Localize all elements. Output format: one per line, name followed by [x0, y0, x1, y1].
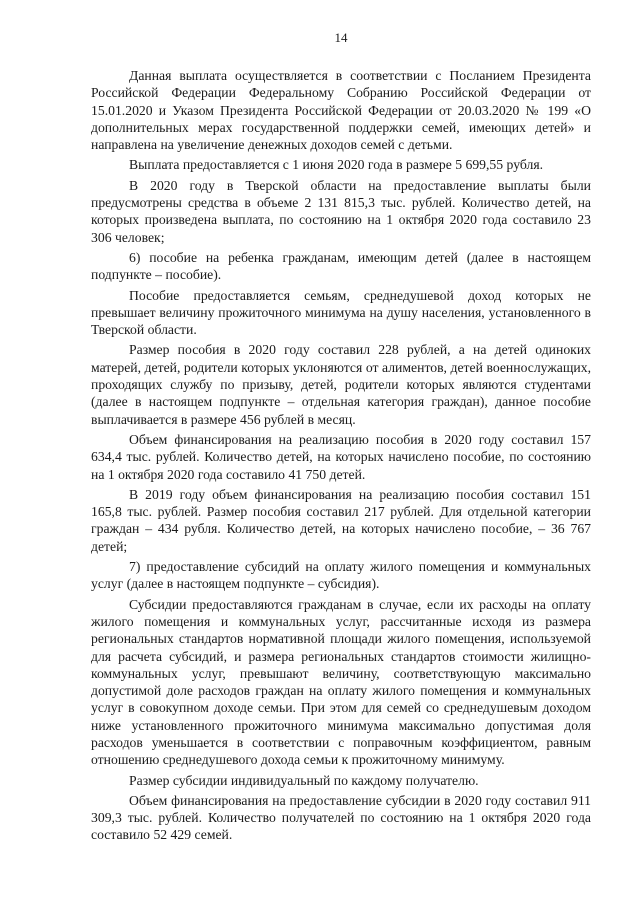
paragraph-11: Размер субсидии индивидуальный по каждому получателю.	[129, 772, 479, 788]
paragraph-3: В 2020 году в Тверской области на предоставление выплаты были предусмотрены средства в объеме 2 131 815,3 тыс. рублей. Количество детей, на которых произведена выплата, по состоянию на 1 октября 2020 года составило 23 306 человек;	[91, 177, 591, 245]
paragraph-10: Субсидии предоставляются гражданам в случае, если их расходы на оплату жилого помещения и коммунальных услуг, рассчитанные исходя из размера региональных стандартов нормативной площади жилого помещения, используемой для расчета субсидий, и размера региональных стандартов стоимости жилищно-коммунальных услуг, превышают величину, соответствующую максимально допустимой доле расходов граждан на оплату жилого помещения и коммунальных услуг в совокупном доходе семьи. При этом для семей со среднедушевым доходом ниже установленного прожиточного минимума максимально допустимая доля расходов уменьшается в соответствии с поправочным коэффициентом, равным отношению среднедушевого дохода семьи к прожиточному минимуму.	[91, 596, 591, 768]
paragraph-2: Выплата предоставляется с 1 июня 2020 года в размере 5 699,55 рубля.	[129, 157, 544, 173]
paragraph-4: 6) пособие на ребенка гражданам, имеющим детей (далее в настоящем подпункте – пособие).	[91, 249, 591, 283]
paragraph-9: 7) предоставление субсидий на оплату жилого помещения и коммунальных услуг (далее в настоящем подпункте – субсидия).	[91, 559, 591, 592]
paragraph-8: В 2019 году объем финансирования на реализацию пособия составил 151 165,8 тыс. рублей. Размер пособия составил 217 рублей. Для отдельной категории граждан – 434 рубля. Количество детей, на которых начислено пособие, – 36 767 детей;	[91, 486, 591, 554]
document-page	[91, 0, 591, 905]
paragraph-5: Пособие предоставляется семьям, среднедушевой доход которых не превышает величину прожиточного минимума на душу населения, установленного в Тверской области.	[91, 287, 591, 338]
paragraph-6: Размер пособия в 2020 году составил 228 рублей, а на детей одиноких матерей, детей, родители которых уклоняются от алиментов, детей военнослужащих, проходящих службу по призыву, детей, родители которых являются студентами (далее в настоящем подпункте – отдельная категория граждан), данное пособие выплачивается в размере 456 рублей в месяц.	[91, 342, 591, 427]
document-body	[91, 67, 591, 844]
paragraph-7: Объем финансирования на реализацию пособия в 2020 году составил 157 634,4 тыс. рублей. Количество детей, на которых начислено пособие, по состоянию на 1 октября 2020 года составило 41 750 детей.	[91, 431, 591, 482]
page-number: 14	[334, 30, 348, 45]
paragraph-12: Объем финансирования на предоставление субсидии в 2020 году составил 911 309,3 тыс. рублей. Количество получателей по состоянию на 1 октября 2020 года составило 52 429 семей.	[91, 792, 591, 843]
paragraph-1: Данная выплата осуществляется в соответствии с Посланием Президента Российской Федерации Федеральному Собранию Российской Федерации от 15.01.2020 и Указом Президента Российской Федерации от 20.03.2020 № 199 «О дополнительных мерах государственной поддержки семей, имеющих детей» и направлена на увеличение денежных доходов семей с детьми.	[91, 68, 591, 153]
